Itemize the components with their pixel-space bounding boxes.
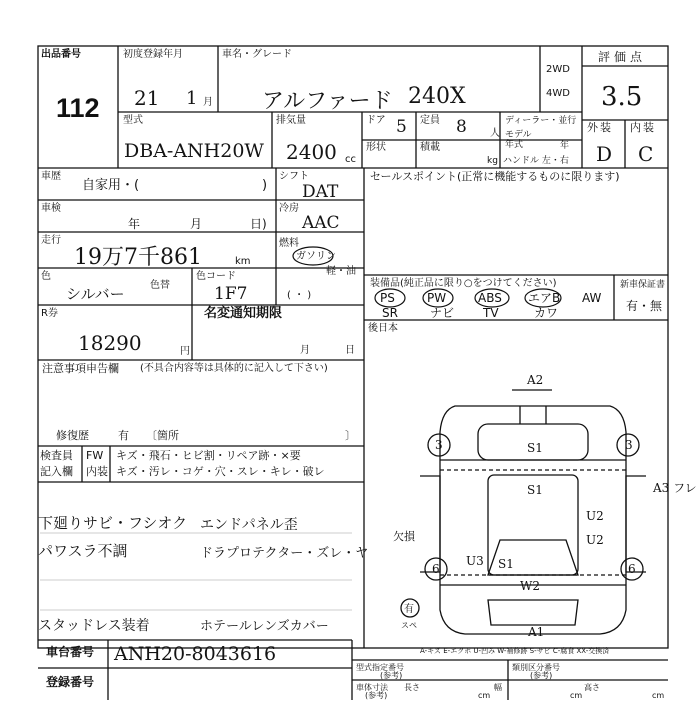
rating-label: 評価点 [598,50,647,64]
entry-label: 記入欄 [40,465,73,478]
lot-number: 112 [56,93,100,123]
load-label: 積載 [420,142,440,153]
shaken-label: 車検 [41,203,61,214]
mark-s1-roof: S1 [527,483,543,497]
yen-unit: 円 [180,346,190,357]
shape-label: 形状 [366,142,386,153]
comment-3: パワスラ不調 [38,542,128,560]
mark-a1: A1 [528,625,545,639]
vehicle-name: アルファード [262,89,393,114]
aircon-value: AAC [302,213,340,233]
mark-6-right: 6 [628,562,636,576]
aircon-label: 冷房 [279,203,299,214]
shaken-month: 月 [190,217,203,231]
r-ken-label: R券 [41,308,58,319]
comment-6: ホテールレンズカバー [200,619,329,634]
chassis-label: 車台番号 [46,645,95,659]
equip-tv: TV [483,306,499,320]
equip-aw: AW [582,291,602,305]
comment-2: エンドパネル歪 [200,517,298,533]
equip-ps: PS [380,291,395,305]
model-label: 型式 [123,115,143,126]
displacement-value: 2400 [286,140,337,164]
model-code: DBA-ANH20W [124,140,264,162]
history-label: 車歴 [41,171,61,182]
fuel-label: 燃料 [279,238,299,249]
exterior-grade: D [596,142,613,166]
doors-label: ドア [366,115,386,126]
chassis-number: ANH20-8043616 [114,643,277,665]
notes-subtitle: (不具合内容等は具体的に記入して下さい) [140,363,328,374]
first-reg-month: 1 [186,88,198,109]
length-label: 長さ [404,683,420,692]
warranty-value: 有・無 [626,299,663,313]
name-change-label: 名変通知期限 [204,306,283,321]
color-value: シルバー [66,285,125,303]
mark-3-right: 3 [625,438,633,452]
size-label: 車体寸法 [356,683,388,692]
comment-4: ドラプロテクター・ズレ・ヤ [200,546,369,561]
shaken-day: 日) [250,217,267,231]
height-unit: cm [652,691,665,700]
fuel-gasoline: ガソリン [296,251,336,262]
persons-unit: 人 [490,128,500,139]
km-unit: km [235,256,251,267]
spare-sub: スペ [401,621,417,630]
equip-abs: ABS [478,291,502,305]
r-ken-amount: 18290 [78,331,142,355]
notes-title: 注意事項申告欄 [42,362,119,375]
fuel-paren: ( ・ ) [287,290,312,301]
fw-label: FW [86,449,104,462]
equip-sr: SR [382,306,398,320]
repair-bracket-close: 〕 [345,429,356,442]
exterior-label: 外装 [587,121,613,134]
repair-location-label: 〔箇所 [146,429,179,442]
mark-s1-front: S1 [527,441,543,455]
capacity-label: 定員 [420,115,440,126]
width-label: 幅 [494,683,502,692]
notes-interior-label: 内装 [86,465,108,478]
mark-a3-flare: A3 フレ [653,481,697,495]
history-value: 自家用・( [82,178,140,193]
interior-grade: C [638,142,654,166]
type-designation-label: 型式指定番号 [356,663,404,672]
mark-u2-right: U2 [586,509,604,523]
warranty-label: 新車保証書 [620,280,666,290]
registration-label: 登録番号 [46,675,95,689]
equip-leather: カワ [534,306,559,320]
drive-2wd: 2WD [546,64,570,75]
height-label: 高さ [584,683,600,692]
repair-value: 有 [118,429,129,442]
mark-s1-rear: S1 [498,557,514,571]
size-reference: (参考) [365,691,388,700]
mark-u3: U3 [466,554,484,568]
shift-value: DAT [302,182,339,202]
kg-unit: kg [487,156,498,166]
history-close: ) [262,178,268,193]
vehicle-label: 車名・グレード [222,49,292,60]
mark-a2: A2 [527,373,544,387]
interior-label: 内装 [630,121,656,134]
equipment-label: 装備品(純正品に限り○をつけてください) [370,278,557,289]
first-reg-year: 21 [134,86,160,110]
comment-5: スタッドレス装着 [38,618,150,634]
mileage-value: 19万7千861 [74,245,202,270]
color-code-label: 色コード [196,271,236,282]
color-change-label: 色替 [150,280,170,291]
category-reference: (参考) [530,671,553,680]
length-unit: cm [478,691,491,700]
first-reg-label: 初度登録年月 [123,49,183,60]
dealer-label: ディーラー・並行 [505,116,577,126]
mark-6-left: 6 [432,562,440,576]
mark-3-left: 3 [435,438,443,452]
sales-points-label: セールスポイント(正常に機能するものに限ります) [370,170,620,183]
mileage-label: 走行 [41,235,61,246]
handle-label: ハンドル 左・右 [503,156,569,166]
mark-u2-side: U2 [586,533,604,547]
shift-label: シフト [279,171,309,182]
type-reference: (参考) [380,671,403,680]
color-label: 色 [41,271,51,282]
cc-unit: cc [345,154,356,165]
rating-value: 3.5 [601,82,643,112]
doors-value: 5 [396,117,407,137]
equip-pw: PW [427,291,447,305]
side-note: 欠損 [393,530,415,543]
spare-label: 有 [404,604,414,615]
repair-label: 修復歴 [56,429,89,442]
capacity-value: 8 [456,117,467,137]
model-year-label: モデル年式 [505,130,532,150]
vehicle-grade: 240X [408,84,466,109]
model-year-suffix: 年 [560,141,570,151]
width-unit: cm [570,691,583,700]
first-reg-month-suffix: 月 [203,97,213,108]
name-change-month: 月 [300,345,310,356]
equip-airbag: エアB [528,291,561,305]
displacement-label: 排気量 [276,115,306,126]
equip-navi: ナビ [430,306,455,320]
lot-label: 出品番号 [41,49,81,60]
damage-legend: A-キズ E-エクボ U-凹み W-補修跡 S-サビ C-腐食 XX-交換済 [420,647,610,655]
mark-w2: W2 [520,579,540,593]
comment-1: 下廻りサビ・フシオク [38,514,188,532]
shaken-year: 年 [128,217,141,231]
inspector-label: 検査員 [40,449,73,462]
interior-items: キズ・汚レ・コゲ・穴・スレ・キレ・破レ [116,465,325,478]
rear-seat-label: 後日本 [368,323,398,334]
name-change-day: 日 [345,345,355,356]
color-code-value: 1F7 [214,284,248,304]
category-label: 類別区分番号 [512,663,560,672]
fuel-diesel: 軽・油 [326,266,356,277]
fw-items: キズ・飛石・ヒビ割・リペア跡・×要 [116,449,301,462]
drive-4wd: 4WD [546,88,570,99]
